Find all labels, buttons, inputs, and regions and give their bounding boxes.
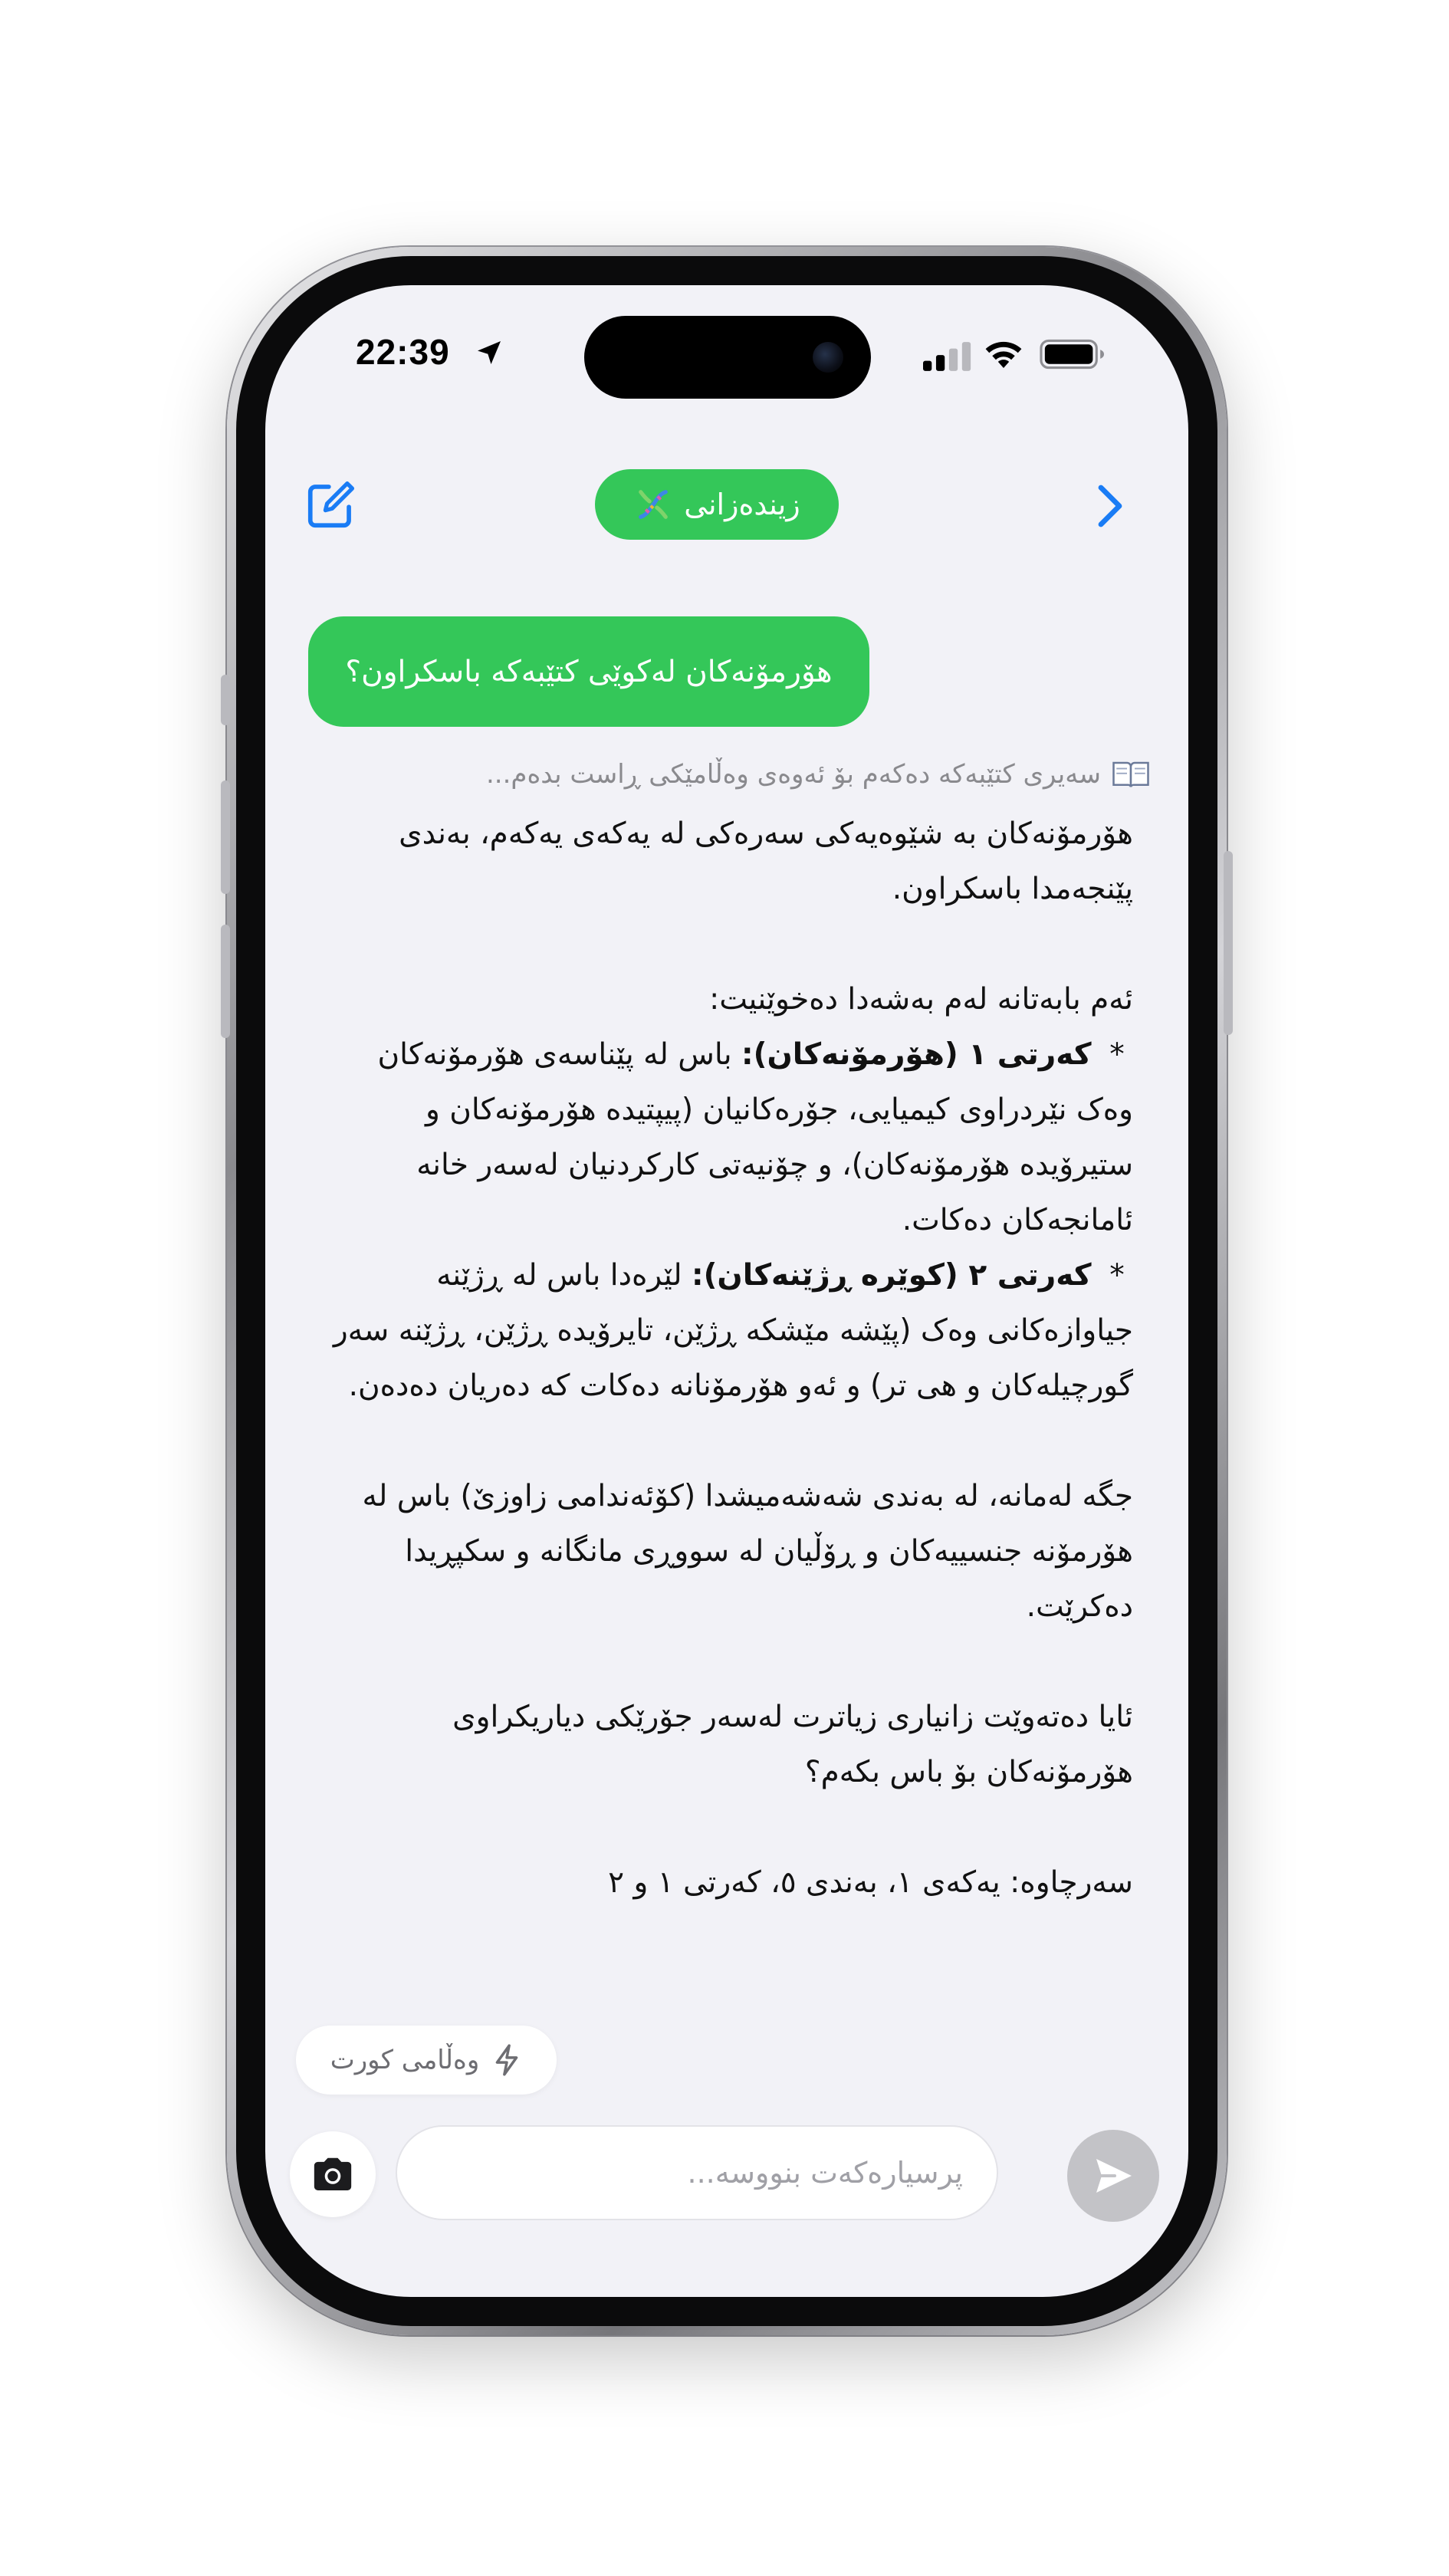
bullet-text: باس لە پێناسەی هۆرمۆنەکان وەک نێردراوی کیمیایی، جۆرەکانیان (پیپتیدە هۆرمۆنەکان و ستیرۆیدە هۆرمۆنەکان)، و چۆنیەتی کارکردنیان لەسەر خانە ئامانجەکان دەکات.: [377, 1037, 1133, 1237]
bullet-title: کەرتی ٢ (کوێرە ڕژێنەکان):: [692, 1258, 1092, 1293]
volume-up-button: [221, 780, 230, 894]
camera-button[interactable]: [290, 2131, 376, 2217]
send-button[interactable]: [1067, 2130, 1159, 2222]
user-message-bubble: [308, 616, 869, 727]
phone-screen: [265, 285, 1188, 2297]
dna-icon: [633, 485, 673, 524]
wifi-icon: [983, 337, 1024, 371]
subject-label: زیندەزانی: [684, 488, 800, 521]
question-input[interactable]: [396, 2125, 998, 2220]
cellular-signal-icon: [923, 342, 972, 371]
power-button: [1224, 851, 1233, 1035]
status-time: 22:39: [356, 332, 450, 372]
user-message-text: هۆرمۆنەکان لەکوێی کتێبەکە باسکراون؟: [345, 654, 833, 689]
bullet-marker: *: [1109, 1258, 1125, 1293]
send-icon: [1092, 2154, 1135, 2197]
front-camera: [813, 342, 843, 373]
action-button: [221, 675, 230, 725]
answer-question: ئایا دەتەوێت زانیاری زیاترت لەسەر جۆرێکی دیاریکراوی هۆرمۆنەکان بۆ باس بکەم؟: [452, 1700, 1133, 1789]
subject-pill[interactable]: [595, 469, 839, 540]
answer-bullet: [311, 1248, 1133, 1414]
dynamic-island: [584, 316, 871, 399]
battery-icon: [1040, 339, 1106, 370]
bullet-title: کەرتی ١ (هۆرمۆنەکان):: [741, 1037, 1092, 1072]
chevron-right-icon[interactable]: [1092, 481, 1129, 531]
camera-icon: [310, 2157, 355, 2192]
bullet-text: لێرەدا باس لە ڕژێنە جیاوازەکانی وەک (پێشە مێشکە ڕژێن، تایرۆیدە ڕژێن، ڕژێنە سەر گورچیلەکان و هی تر) و ئەو هۆرمۆنانە دەکات کە دەریان دەدەن.: [333, 1258, 1133, 1403]
bullet-marker: *: [1109, 1037, 1125, 1072]
quick-reply-label: وەڵامی کورت: [330, 2045, 480, 2075]
answer-source: سەرچاوە: یەکەی ١، بەندی ٥، کەرتی ١ و ٢: [608, 1865, 1133, 1900]
quick-reply-chip[interactable]: [296, 2026, 557, 2095]
assistant-answer: [311, 807, 1133, 1911]
answer-bullet: [311, 1027, 1133, 1248]
lightning-bolt-icon: [491, 2043, 522, 2077]
location-arrow-icon: [474, 337, 504, 368]
lookup-status-text: سەیری کتێبەکە دەکەم بۆ ئەوەی وەڵامێکی ڕاست بدەم...: [485, 759, 1101, 790]
answer-intro: هۆرمۆنەکان بە شێوەیەکی سەرەکی لە یەکەی یەکەم، بەندی پێنجەمدا باسکراون.: [399, 816, 1133, 906]
lookup-status: [383, 751, 1150, 797]
volume-down-button: [221, 925, 230, 1038]
answer-extra: جگە لەمانە، لە بەندی شەشەمیشدا (کۆئەندامی زاوزێ) باس لە هۆرمۆنە جنسییەکان و ڕۆڵیان لە سووڕی مانگانە و سکپڕیدا دەکرێت.: [362, 1479, 1133, 1624]
book-icon: [1112, 759, 1150, 790]
compose-icon[interactable]: [304, 478, 357, 532]
answer-list-intro: ئەم بابەتانە لەم بەشەدا دەخوێنیت:: [709, 982, 1133, 1017]
